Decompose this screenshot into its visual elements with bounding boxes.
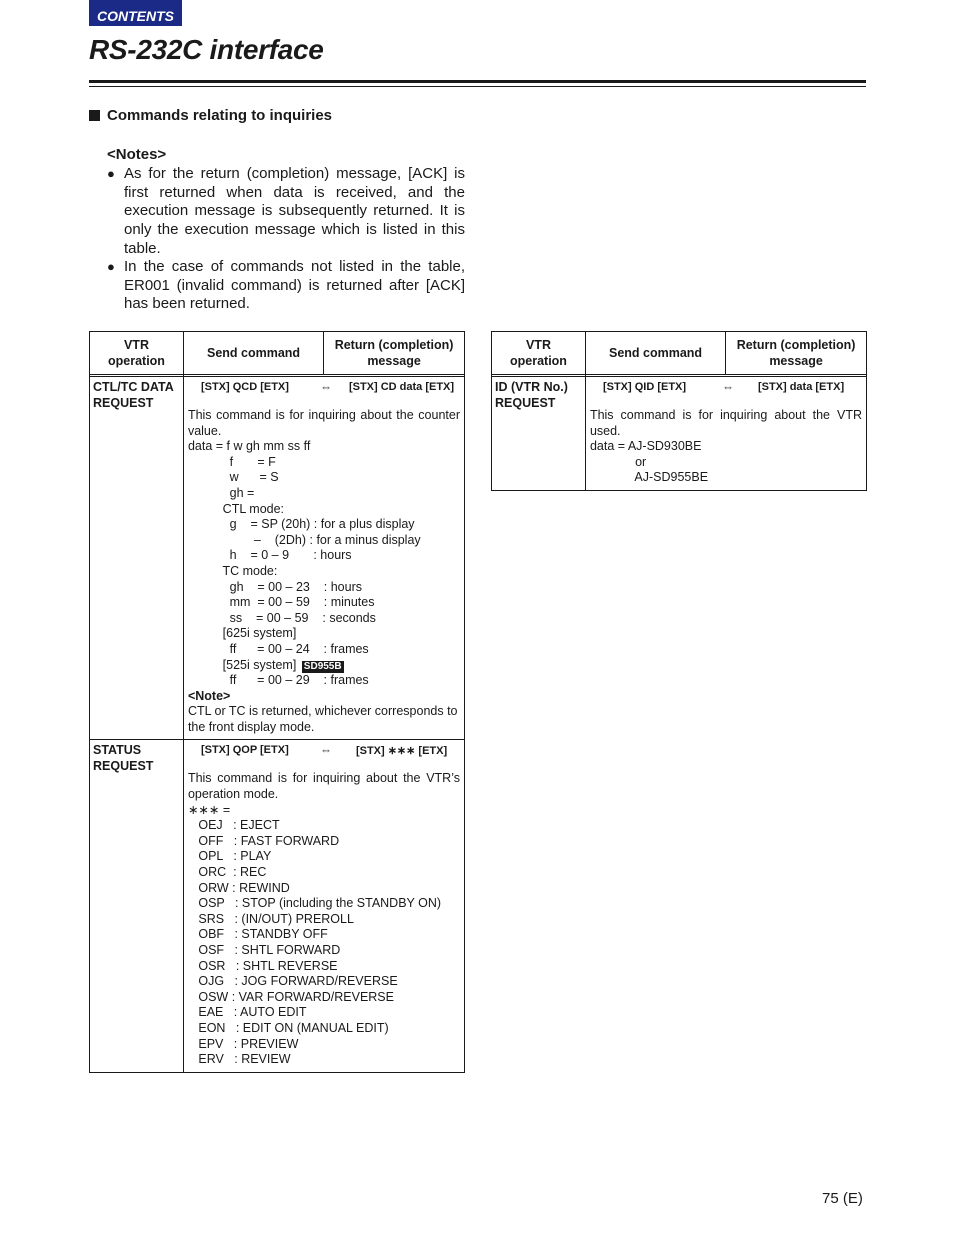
mode-line: ORW : REWIND — [187, 880, 290, 895]
mode-line: OFF : FAST FORWARD — [187, 833, 340, 848]
title-rule-thin — [89, 86, 866, 87]
operation-cell: CTL/TC DATA REQUEST — [90, 377, 184, 740]
commands-table-left — [89, 331, 465, 1073]
data-line: gh = — [187, 485, 255, 500]
data-line: AJ-SD955BE — [589, 470, 709, 485]
bidirectional-arrow-icon: ⇔ — [721, 380, 734, 394]
command-description: This command is for inquiring about the VTR’s operation mode. — [187, 771, 460, 802]
send-command: [STX] QOP [ETX] — [200, 744, 289, 757]
note-text: CTL or TC is returned, whichever corresponds to the front display mode. — [187, 704, 458, 734]
bullet-icon: ● — [107, 259, 115, 274]
data-line: f = F — [187, 454, 276, 469]
page-title: RS-232C interface — [89, 34, 324, 65]
data-line: data = AJ-SD930BE — [589, 439, 702, 454]
commands-table-right — [491, 331, 867, 491]
data-line: mm = 00 – 59 : minutes — [187, 595, 375, 610]
header-send-command: Send command — [585, 332, 725, 375]
bullet-icon: ● — [107, 166, 115, 181]
command-line — [188, 378, 460, 396]
header-return-message: Return (completion) message — [324, 332, 465, 375]
mode-line: ERV : REVIEW — [187, 1052, 291, 1067]
data-line: ff = 00 – 24 : frames — [187, 641, 369, 656]
modes-block — [188, 803, 460, 1068]
data-line: ss = 00 – 59 : seconds — [187, 610, 376, 625]
mode-line: OEJ : EJECT — [187, 818, 280, 833]
mode-line: OSW : VAR FORWARD/REVERSE — [187, 989, 394, 1004]
mode-line: OSF : SHTL FORWARD — [187, 943, 341, 957]
command-description: This command is for inquiring about the counter value. — [187, 408, 460, 438]
data-line: or — [589, 454, 647, 469]
return-message: [STX] data [ETX] — [757, 381, 845, 393]
mode-line: EPV : PREVIEW — [187, 1036, 299, 1051]
table-row — [90, 377, 465, 740]
command-detail-cell — [585, 377, 866, 491]
data-line: [625i system] — [187, 626, 297, 641]
data-line: – (2Dh) : for a minus display — [187, 532, 421, 547]
mode-line: EON : EDIT ON (MANUAL EDIT) — [187, 1020, 389, 1035]
mode-line: ORC : REC — [187, 865, 267, 880]
return-message: [STX] CD data [ETX] — [348, 381, 455, 393]
table-row — [90, 740, 465, 1072]
data-line: TC mode: — [187, 563, 278, 578]
send-command: [STX] QID [ETX] — [602, 381, 687, 393]
command-line — [590, 378, 862, 396]
data-line: CTL mode: — [187, 501, 285, 516]
mode-line: EAE : AUTO EDIT — [187, 1005, 307, 1020]
square-bullet-icon — [89, 110, 100, 121]
operation-cell: ID (VTR No.) REQUEST — [492, 377, 586, 491]
contents-label[interactable]: CONTENTS — [97, 8, 174, 24]
note-item — [107, 165, 465, 259]
mode-line: SRS : (IN/OUT) PREROLL — [187, 911, 354, 926]
bidirectional-arrow-icon: ⇔ — [319, 380, 332, 394]
return-message: [STX] ∗∗∗ [ETX] — [355, 744, 448, 757]
data-line: g = SP (20h) : for a plus display — [187, 517, 415, 532]
mode-line: OJG : JOG FORWARD/REVERSE — [187, 974, 398, 989]
command-description: This command is for inquiring about the VTR used. — [589, 408, 862, 438]
data-format-block — [590, 439, 862, 486]
mode-line: OSR : SHTL REVERSE — [187, 958, 338, 973]
table-row — [492, 377, 867, 491]
table-header-row — [90, 332, 465, 375]
note-heading: <Note> — [187, 688, 231, 703]
header-return-message: Return (completion) message — [726, 332, 867, 375]
data-line: data = f w gh mm ss ff — [187, 439, 311, 454]
section-title: Commands relating to inquiries — [107, 107, 333, 124]
notes-heading: <Notes> — [107, 146, 167, 163]
page-number: 75 (E) — [822, 1190, 863, 1207]
data-line-525 — [188, 658, 460, 674]
header-send-command: Send command — [183, 332, 323, 375]
header-vtr-operation: VTR operation — [90, 332, 184, 375]
bidirectional-arrow-icon: ⇔ — [319, 743, 332, 758]
note-item — [107, 258, 465, 314]
command-line — [188, 741, 460, 759]
data-line: gh = 00 – 23 : hours — [187, 579, 362, 594]
contents-button[interactable] — [89, 0, 182, 26]
data-format-block — [188, 439, 460, 689]
note-text: In the case of commands not listed in the table, ER001 (invalid command) is returned after [ACK] has been returned. — [124, 258, 465, 313]
model-badge: SD955B — [303, 660, 342, 672]
title-rule-thick — [89, 80, 866, 83]
modes-eq: ∗∗∗ = — [187, 802, 231, 817]
header-vtr-operation: VTR operation — [492, 332, 586, 375]
operation-cell: STATUS REQUEST — [90, 740, 184, 1072]
mode-line: OBF : STANDBY OFF — [187, 927, 328, 942]
command-detail-cell — [183, 377, 464, 740]
data-line: h = 0 – 9 : hours — [187, 548, 352, 563]
table-header-row — [492, 332, 867, 375]
data-line-text: [525i system] — [187, 657, 297, 672]
section-heading — [89, 107, 332, 124]
send-command: [STX] QCD [ETX] — [200, 381, 289, 393]
command-detail-cell — [183, 740, 464, 1072]
mode-line: OSP : STOP (including the STANDBY ON) — [187, 896, 442, 911]
data-line: w = S — [187, 470, 279, 485]
data-line: ff = 00 – 29 : frames — [187, 673, 369, 688]
mode-line: OPL : PLAY — [187, 849, 272, 864]
note-text: As for the return (completion) message, [ACK] is first returned when data is received, and the execution message is subsequently returned. It is only the execution message which is listed in this table. — [124, 165, 465, 257]
